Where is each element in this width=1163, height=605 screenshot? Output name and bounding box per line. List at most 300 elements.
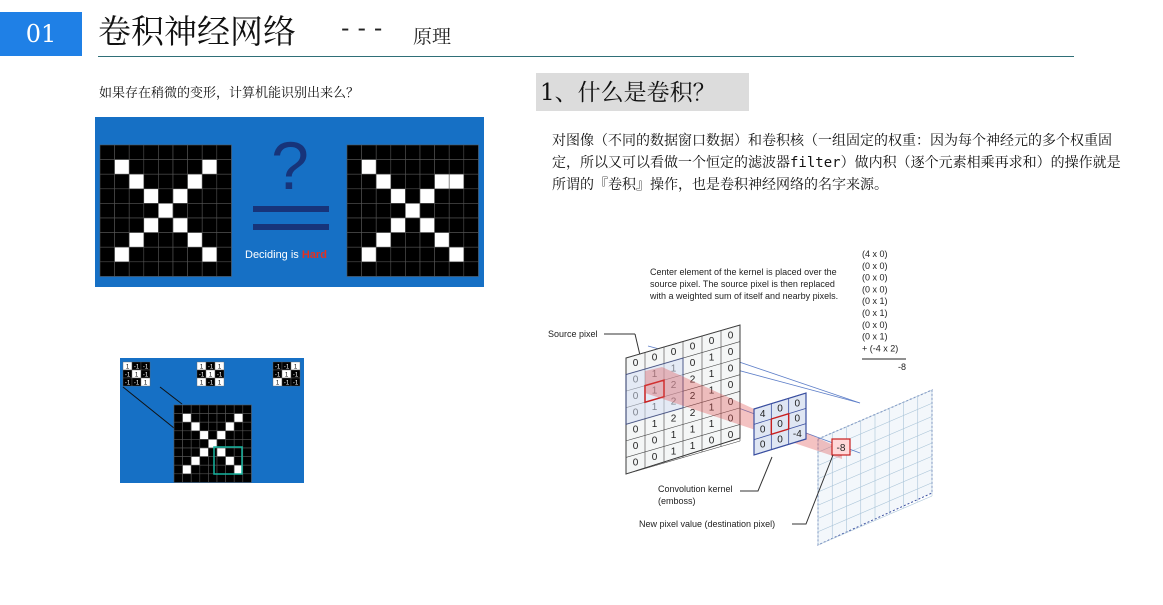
pixel-cell	[158, 218, 173, 233]
pixel-cell	[420, 145, 435, 160]
pixel-cell	[174, 405, 183, 414]
pixel-cell	[420, 174, 435, 189]
input-value: 2	[689, 391, 696, 403]
pixel-cell	[144, 247, 159, 262]
pixel-cell	[158, 262, 173, 277]
pixel-cell	[202, 247, 217, 262]
pixel-cell	[100, 262, 115, 277]
leader-line	[740, 457, 772, 491]
pixel-cell	[174, 465, 183, 474]
pixel-cell	[435, 218, 450, 233]
input-value: 0	[651, 352, 658, 364]
pixel-cell	[243, 465, 252, 474]
kernel-value: 1	[208, 372, 213, 379]
pixel-cell	[420, 189, 435, 204]
pixel-cell	[183, 439, 192, 448]
pixel-cell	[217, 414, 226, 423]
pixel-cell	[174, 448, 183, 457]
pixel-cell	[362, 174, 377, 189]
pixel-cell	[234, 474, 243, 483]
pixel-cell	[100, 203, 115, 218]
pixel-cell	[188, 218, 203, 233]
pixel-cell	[202, 145, 217, 160]
pixel-cell	[405, 233, 420, 248]
pixel-cell	[405, 145, 420, 160]
input-value: 0	[632, 358, 639, 370]
center-note-line: source pixel. The source pixel is then replaced	[650, 279, 835, 289]
pixel-cell	[217, 474, 226, 483]
pixel-cell	[226, 431, 235, 440]
kernel-value: 1	[199, 380, 204, 387]
pixel-cell	[202, 218, 217, 233]
kernel-value: 0	[794, 413, 801, 425]
pixel-cell	[100, 218, 115, 233]
pixel-cell	[420, 247, 435, 262]
pixel-cell	[200, 405, 209, 414]
pixel-cell	[405, 218, 420, 233]
pixel-cell	[347, 262, 362, 277]
pixel-cell	[115, 262, 130, 277]
pixel-cell	[217, 189, 232, 204]
pixel-cell	[183, 457, 192, 466]
pixel-cell	[391, 262, 406, 277]
input-value: 0	[651, 451, 658, 463]
input-value: 0	[651, 435, 658, 447]
kernel-value: 1	[293, 364, 298, 371]
pixel-cell	[376, 174, 391, 189]
input-value: 0	[689, 341, 696, 353]
pixel-cell	[202, 233, 217, 248]
pixel-cell	[100, 160, 115, 175]
center-note-line: Center element of the kernel is placed over the	[650, 267, 837, 277]
pixel-cell	[129, 247, 144, 262]
pixel-cell	[347, 160, 362, 175]
pixel-cell	[191, 457, 200, 466]
kernel-label: Convolution kernel	[658, 484, 733, 494]
pixel-cell	[173, 203, 188, 218]
pixel-cell	[217, 203, 232, 218]
pixel-cell	[100, 233, 115, 248]
kernel-value: 0	[759, 424, 766, 436]
pixel-cell	[208, 448, 217, 457]
pixel-cell	[174, 457, 183, 466]
pixel-cell	[100, 145, 115, 160]
new-pixel-label: New pixel value (destination pixel)	[639, 519, 776, 529]
pixel-cell	[188, 160, 203, 175]
pixel-cell	[243, 457, 252, 466]
pixel-cell	[449, 203, 464, 218]
pixel-cell	[435, 203, 450, 218]
pixel-cell	[191, 422, 200, 431]
pixel-cell	[129, 145, 144, 160]
pixel-cell	[234, 414, 243, 423]
kernel-cross	[197, 362, 224, 387]
kernel-value: -1	[274, 364, 281, 371]
pixel-cell	[144, 233, 159, 248]
kernel-value: 0	[794, 398, 801, 410]
pixel-cell	[376, 233, 391, 248]
pixel-cell	[144, 189, 159, 204]
pixel-cell	[391, 233, 406, 248]
pixel-cell	[464, 262, 479, 277]
kernel-value: -1	[142, 364, 149, 371]
pixel-cell	[449, 233, 464, 248]
pixel-cell	[183, 422, 192, 431]
pixel-cell	[188, 203, 203, 218]
pixel-cell	[208, 414, 217, 423]
pixel-cell	[200, 448, 209, 457]
pixel-cell	[129, 218, 144, 233]
pixel-cell	[191, 474, 200, 483]
pixel-cell	[217, 160, 232, 175]
pixel-cell	[208, 474, 217, 483]
pixel-cell	[188, 233, 203, 248]
pixel-cell	[435, 174, 450, 189]
pixel-cell	[226, 457, 235, 466]
output-pixel-value: -8	[836, 443, 846, 454]
calc-line: (0 x 1)	[862, 331, 888, 342]
pixel-cell	[420, 160, 435, 175]
pixel-cell	[202, 203, 217, 218]
pixel-cell	[217, 448, 226, 457]
pixel-cell	[217, 405, 226, 414]
deformation-question: 如果存在稍微的变形，计算机能识别出来么？	[99, 86, 360, 101]
pixel-cell	[217, 145, 232, 160]
pixel-cell	[188, 262, 203, 277]
pixel-cell	[226, 474, 235, 483]
pixel-cell	[202, 174, 217, 189]
pixel-cell	[243, 414, 252, 423]
pixel-cell	[464, 218, 479, 233]
deciding-panel	[95, 117, 484, 287]
pixel-cell	[115, 189, 130, 204]
pixel-cell	[173, 145, 188, 160]
pixel-cell	[391, 174, 406, 189]
connector-line	[123, 387, 174, 428]
calc-line: (0 x 0)	[862, 284, 888, 295]
pixel-cell	[144, 145, 159, 160]
kernel-diagonal-up	[273, 362, 300, 387]
kernel-value: 0	[777, 434, 783, 446]
calculation-list	[862, 249, 906, 372]
pixel-cell	[173, 218, 188, 233]
pixel-cell	[188, 247, 203, 262]
kernel-diagonal-down	[123, 362, 150, 387]
pixel-cell	[405, 189, 420, 204]
pixel-cell	[115, 145, 130, 160]
pixel-cell	[405, 247, 420, 262]
pixel-cell	[158, 233, 173, 248]
pixel-cell	[200, 457, 209, 466]
pixel-cell	[449, 174, 464, 189]
kernel-value: -1	[124, 380, 131, 387]
pixel-cell	[217, 233, 232, 248]
input-value: 2	[670, 413, 677, 425]
pixel-cell	[173, 160, 188, 175]
calc-result: -8	[898, 362, 907, 372]
pixel-cell	[464, 233, 479, 248]
pixel-cell	[464, 203, 479, 218]
pixel-cell	[435, 262, 450, 277]
pixel-cell	[200, 474, 209, 483]
kernel-value: -1	[292, 372, 299, 379]
pixel-cell	[376, 247, 391, 262]
input-value: 0	[632, 440, 639, 452]
convolution-diagram	[540, 243, 950, 553]
pixel-cell	[129, 160, 144, 175]
pixel-cell	[243, 422, 252, 431]
pixel-cell	[420, 218, 435, 233]
pixel-cell	[129, 189, 144, 204]
pixel-cell	[173, 233, 188, 248]
pixel-cell	[115, 203, 130, 218]
input-value: 0	[689, 358, 696, 370]
pixel-cell	[217, 174, 232, 189]
pixel-cell	[362, 233, 377, 248]
calc-line: (0 x 0)	[862, 272, 888, 283]
pixel-cell	[435, 247, 450, 262]
kernel-value: 1	[284, 372, 289, 379]
pixel-cell	[391, 189, 406, 204]
pixel-cell	[200, 414, 209, 423]
pixel-cell	[191, 414, 200, 423]
pixel-cell	[217, 422, 226, 431]
pixel-cell	[191, 405, 200, 414]
pixel-cell	[158, 203, 173, 218]
kernel-value: 0	[759, 439, 766, 451]
pixel-cell	[234, 431, 243, 440]
pixel-cell	[208, 457, 217, 466]
input-value: 1	[708, 385, 715, 397]
pixel-cell	[362, 247, 377, 262]
input-value: 2	[689, 407, 696, 419]
pixel-cell	[208, 405, 217, 414]
pixel-cell	[376, 262, 391, 277]
input-value: 1	[651, 418, 658, 430]
pixel-cell	[347, 145, 362, 160]
pixel-cell	[347, 233, 362, 248]
pixel-cell	[129, 262, 144, 277]
pixel-cell	[158, 145, 173, 160]
pixel-cell	[376, 160, 391, 175]
kernel-value: 1	[217, 364, 222, 371]
pixel-cell	[217, 247, 232, 262]
input-value: 1	[708, 369, 715, 381]
pixel-cell	[115, 160, 130, 175]
source-pixel-label: Source pixel	[548, 329, 598, 339]
pixel-cell	[188, 145, 203, 160]
calc-line: + (-4 x 2)	[862, 343, 899, 354]
kernel-value: -1	[207, 364, 214, 371]
pixel-cell	[376, 218, 391, 233]
input-value: 1	[689, 424, 696, 436]
pixel-cell	[226, 405, 235, 414]
x-pixel-grid-small	[174, 405, 251, 482]
pixel-cell	[449, 189, 464, 204]
kernel-value: 1	[275, 380, 280, 387]
pixel-cell	[362, 160, 377, 175]
pixel-cell	[158, 174, 173, 189]
calc-line: (0 x 0)	[862, 319, 888, 330]
kernel-value: -1	[124, 372, 131, 379]
kernel-value: -1	[133, 364, 140, 371]
input-value: 0	[727, 396, 734, 408]
page-subtitle: 原理	[413, 26, 452, 48]
convolution-figure	[540, 243, 950, 557]
pixel-cell	[391, 145, 406, 160]
kernel-value: 1	[217, 380, 222, 387]
kernel-value: -1	[216, 372, 223, 379]
pixel-cell	[217, 218, 232, 233]
connector-line	[160, 387, 182, 404]
pixel-cell	[362, 262, 377, 277]
pixel-cell	[158, 189, 173, 204]
pixel-cell	[405, 160, 420, 175]
pixel-cell	[174, 431, 183, 440]
pixel-cell	[226, 465, 235, 474]
pixel-cell	[347, 218, 362, 233]
deciding-illustration	[95, 117, 484, 287]
kernel-value: -4	[792, 429, 802, 441]
pixel-cell	[376, 145, 391, 160]
pixel-cell	[435, 233, 450, 248]
input-value: 0	[727, 429, 734, 441]
pixel-cell	[464, 145, 479, 160]
pixel-cell	[200, 439, 209, 448]
calc-line: (0 x 1)	[862, 296, 888, 307]
pixel-cell	[100, 247, 115, 262]
pixel-cell	[391, 247, 406, 262]
pixel-cell	[208, 465, 217, 474]
pixel-cell	[174, 422, 183, 431]
kernel-value: 1	[125, 364, 130, 371]
kernel-value: -1	[283, 380, 290, 387]
equals-top-bar	[253, 206, 329, 212]
equals-bottom-bar	[253, 224, 329, 230]
pixel-cell	[115, 218, 130, 233]
pixel-cell	[243, 405, 252, 414]
pixel-cell	[200, 431, 209, 440]
input-value: 1	[708, 402, 715, 414]
pixel-cell	[405, 262, 420, 277]
pixel-cell	[226, 448, 235, 457]
pixel-cell	[226, 422, 235, 431]
pixel-cell	[420, 262, 435, 277]
pixel-cell	[376, 189, 391, 204]
pixel-cell	[115, 174, 130, 189]
pixel-cell	[391, 160, 406, 175]
pixel-cell	[435, 160, 450, 175]
input-value: 2	[689, 374, 696, 386]
input-value: 1	[689, 440, 696, 452]
kernel-value: 0	[777, 403, 783, 415]
pixel-cell	[158, 160, 173, 175]
pixel-cell	[129, 174, 144, 189]
pixel-cell	[173, 174, 188, 189]
input-value: 0	[727, 380, 734, 392]
input-value: 0	[727, 413, 734, 425]
convolution-paragraph: 对图像（不同的数据窗口数据）和卷积核（一组固定的权重：因为每个神经元的多个权重固定，所以又可以看做一个恒定的滤波器filter）做内积（逐个元素相乘再求和）的操作就是所谓的『卷积』操作，也是卷积神经网络的名字来源。	[552, 133, 1121, 193]
pixel-cell	[208, 431, 217, 440]
pixel-cell	[405, 203, 420, 218]
pixel-cell	[183, 405, 192, 414]
pixel-cell	[144, 174, 159, 189]
pixel-cell	[183, 431, 192, 440]
kernel-value: -1	[283, 364, 290, 371]
pixel-cell	[115, 247, 130, 262]
pixel-cell	[435, 189, 450, 204]
pixel-cell	[100, 189, 115, 204]
header-rule	[98, 56, 1074, 57]
pixel-cell	[188, 174, 203, 189]
pixel-cell	[183, 414, 192, 423]
pixel-cell	[362, 218, 377, 233]
x-pixel-grid-left	[100, 145, 231, 276]
pixel-cell	[464, 174, 479, 189]
input-value: 1	[708, 418, 715, 430]
pixel-cell	[217, 457, 226, 466]
pixel-cell	[202, 262, 217, 277]
calc-line: (4 x 0)	[862, 249, 888, 259]
pixel-cell	[217, 262, 232, 277]
kernel-value: 1	[199, 364, 204, 371]
pixel-cell	[449, 145, 464, 160]
page-title: 卷积神经网络	[98, 12, 296, 51]
pixel-cell	[464, 247, 479, 262]
pixel-cell	[200, 422, 209, 431]
kernel-value: 1	[143, 380, 148, 387]
pixel-cell	[449, 218, 464, 233]
input-value: 0	[632, 457, 639, 469]
pixel-cell	[129, 203, 144, 218]
pixel-cell	[449, 247, 464, 262]
input-value: 0	[727, 330, 734, 342]
input-value: 0	[727, 347, 734, 359]
section-number: 01	[0, 12, 82, 56]
pixel-cell	[217, 431, 226, 440]
pixel-cell	[405, 174, 420, 189]
feature-match-illustration	[120, 358, 304, 483]
pixel-cell	[376, 203, 391, 218]
kernel-value: -1	[274, 372, 281, 379]
feature-match-panel	[120, 358, 304, 483]
pixel-cell	[464, 160, 479, 175]
pixel-cell	[362, 203, 377, 218]
question-mark-icon: ?	[271, 128, 309, 204]
pixel-cell	[391, 218, 406, 233]
input-value: 1	[708, 352, 715, 364]
pixel-cell	[174, 439, 183, 448]
input-value: 0	[670, 347, 677, 359]
pixel-cell	[243, 474, 252, 483]
pixel-cell	[144, 262, 159, 277]
kernel-value: 4	[759, 409, 766, 421]
pixel-cell	[144, 218, 159, 233]
pixel-cell	[347, 174, 362, 189]
pixel-cell	[420, 203, 435, 218]
pixel-cell	[191, 439, 200, 448]
pixel-cell	[144, 160, 159, 175]
pixel-cell	[464, 189, 479, 204]
pixel-cell	[183, 465, 192, 474]
pixel-cell	[391, 203, 406, 218]
input-value: 1	[670, 429, 677, 441]
pixel-cell	[144, 203, 159, 218]
calc-line: (0 x 0)	[862, 260, 888, 271]
pixel-cell	[449, 160, 464, 175]
pixel-cell	[217, 465, 226, 474]
pixel-cell	[174, 474, 183, 483]
